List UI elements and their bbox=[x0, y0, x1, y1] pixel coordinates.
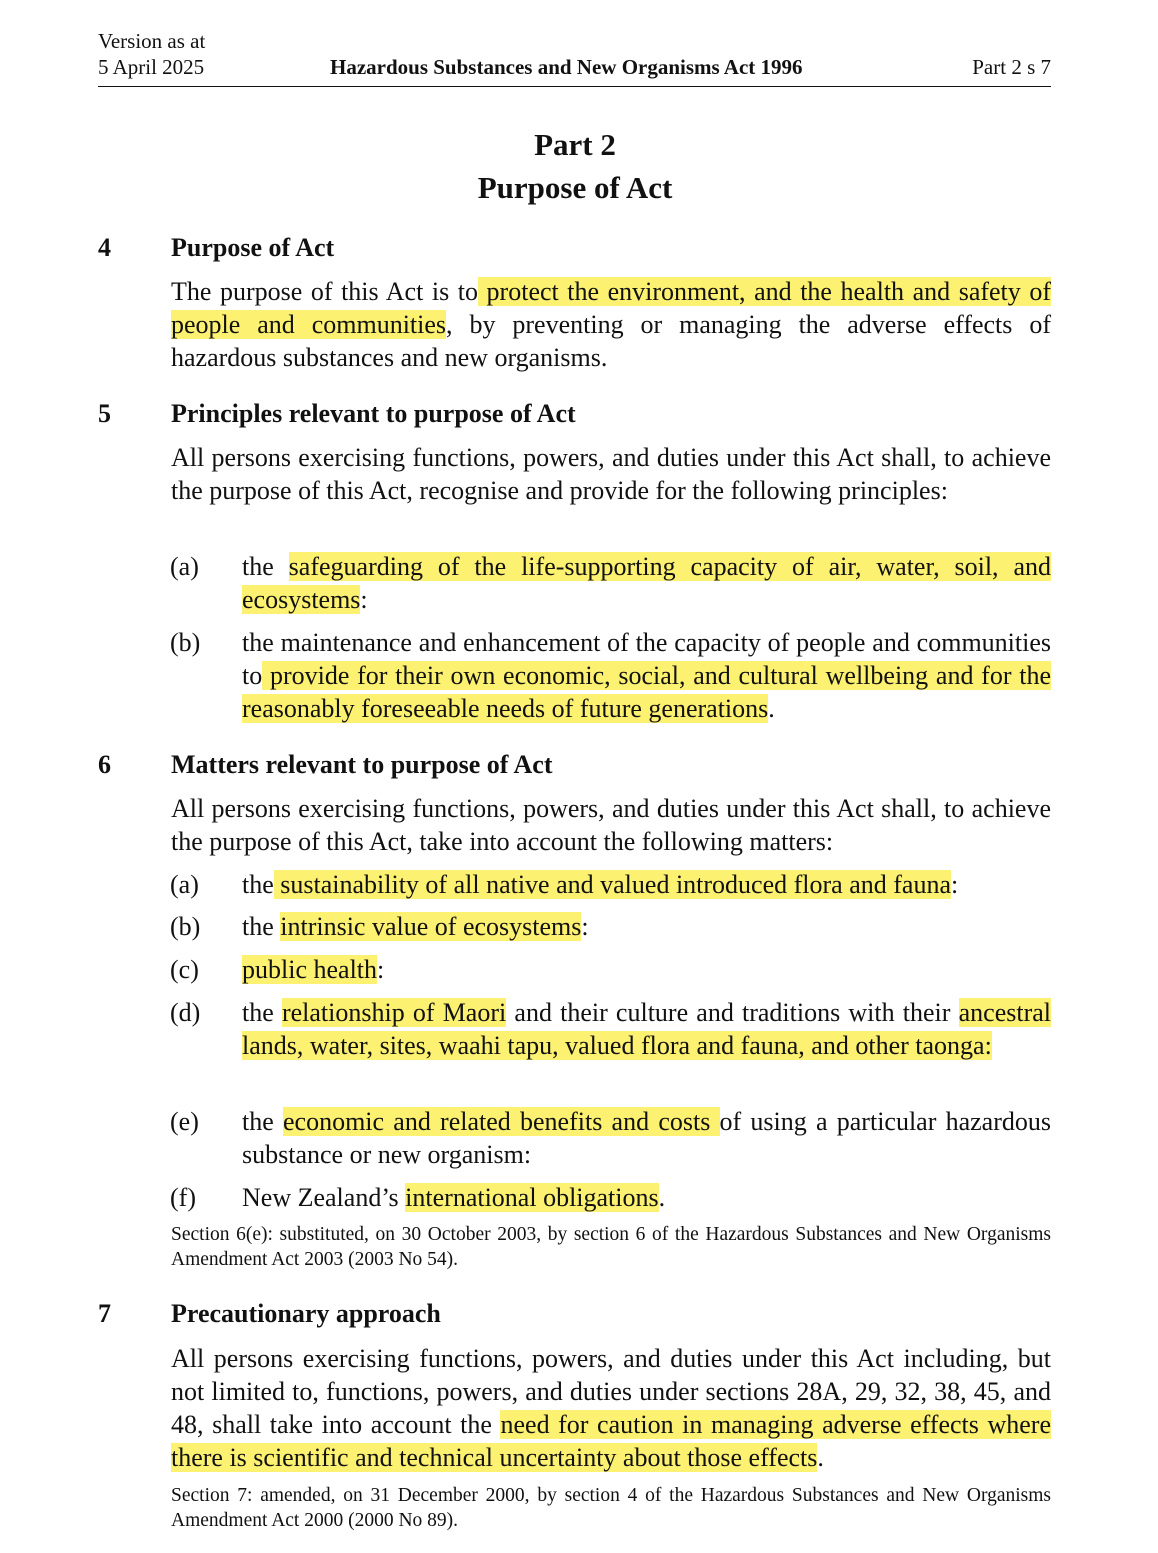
section-6-a-post: : bbox=[950, 870, 959, 899]
section-6-e-highlight: economic and related benefits and costs bbox=[283, 1107, 720, 1136]
section-6-e-text bbox=[242, 1105, 1051, 1171]
section-6-a-pre: the bbox=[242, 870, 274, 899]
section-6-b-highlight: intrinsic value of ecosystems bbox=[280, 912, 582, 941]
section-5-a-highlight: safeguarding of the life-supporting capacity of air, water, soil, and ecosystems bbox=[242, 552, 1051, 614]
section-7-text-post: . bbox=[817, 1443, 824, 1472]
section-6-d-pre: the bbox=[242, 998, 282, 1027]
section-7-text-pre: All persons exercising functions, powers, and duties under this Act including, but not limited to, functions, powers, and duties under sections 28A, 29, 32, 38, 45, and 48, shall take into account the bbox=[171, 1344, 1051, 1439]
section-6-a-highlight: sustainability of all native and valued introduced flora and fauna bbox=[273, 870, 951, 899]
section-6-b-text bbox=[242, 910, 1051, 943]
section-6-e-post: of using a particular hazardous substance or new organism: bbox=[242, 1107, 1051, 1169]
section-5-b-highlight: provide for their own economic, social, and cultural wellbeing and for the reasonably foreseeable needs of future generations bbox=[242, 661, 1051, 723]
section-6-a-label: (a) bbox=[170, 870, 199, 899]
section-6-c-post: : bbox=[377, 955, 385, 984]
section-5-a-label: (a) bbox=[170, 552, 199, 581]
part-title: Purpose of Act bbox=[477, 170, 673, 205]
section-4-heading: Purpose of Act bbox=[171, 233, 335, 262]
section-5-b-post: . bbox=[768, 694, 775, 723]
header-divider bbox=[98, 86, 1051, 87]
section-5-a-pre: the bbox=[242, 552, 289, 581]
header-version-label: Version as at bbox=[98, 29, 206, 53]
section-7-amendment-note: Section 7: amended, on 31 December 2000, by section 4 of the Hazardous Substances and New Organisms Amendment Act 2000 (2000 No 89). bbox=[171, 1485, 1051, 1531]
section-7-highlight: need for caution in managing adverse effects where there is scientific and technical uncertainty about those effects bbox=[171, 1410, 1051, 1472]
section-7-text bbox=[171, 1342, 1051, 1474]
section-5-intro: All persons exercising functions, powers, and duties under this Act shall, to achieve the purpose of this Act, recognise and provide for the following principles: bbox=[171, 443, 1051, 505]
section-5-b-label: (b) bbox=[170, 628, 201, 657]
section-5-heading: Principles relevant to purpose of Act bbox=[171, 399, 576, 428]
section-6-d-mid: and their culture and traditions with their bbox=[506, 998, 959, 1027]
section-6-amendment-note: Section 6(e): substituted, on 30 October 2003, by section 6 of the Hazardous Substances and New Organisms Amendment Act 2003 (2003 No 54). bbox=[171, 1224, 1051, 1270]
section-5-number: 5 bbox=[98, 399, 111, 428]
section-5-b-pre: the maintenance and enhancement of the capacity of people and communities to bbox=[242, 628, 1051, 690]
section-6-b-pre: the bbox=[242, 912, 281, 941]
section-6-f-pre: New Zealand’s bbox=[242, 1183, 406, 1212]
section-6-c-label: (c) bbox=[170, 955, 199, 984]
header-section-ref: Part 2 s 7 bbox=[972, 55, 1051, 79]
header-version bbox=[98, 28, 205, 80]
part-number: Part 2 bbox=[534, 127, 616, 162]
section-6-d-label: (d) bbox=[170, 998, 201, 1027]
section-6-d-highlight-1: relationship of Maori bbox=[281, 998, 507, 1027]
section-6-c-text bbox=[242, 953, 1051, 986]
section-6-heading: Matters relevant to purpose of Act bbox=[171, 750, 553, 779]
section-6-b-post: : bbox=[581, 912, 589, 941]
section-6-f-post: . bbox=[658, 1183, 666, 1212]
section-6-f-highlight: international obligations bbox=[405, 1183, 659, 1212]
section-6-a-text bbox=[242, 868, 1051, 901]
section-6-e-label: (e) bbox=[170, 1107, 199, 1136]
section-6-d-highlight-2: ancestral lands, water, sites, waahi tapu, valued flora and fauna, and other taonga: bbox=[242, 998, 1051, 1060]
section-6-intro: All persons exercising functions, powers, and duties under this Act shall, to achieve the purpose of this Act, take into account the following matters: bbox=[171, 794, 1051, 856]
header-version-date: 5 April 2025 bbox=[98, 55, 205, 79]
section-5-b-text bbox=[242, 626, 1051, 725]
section-6-f-text bbox=[242, 1181, 1051, 1214]
section-4-highlight: protect the environment, and the health and safety of people and communities bbox=[171, 277, 1052, 339]
section-6-f-label: (f) bbox=[170, 1183, 196, 1212]
header-act-title: Hazardous Substances and New Organisms Act 1996 bbox=[330, 55, 803, 79]
section-6-b-label: (b) bbox=[170, 912, 201, 941]
section-5-a-text bbox=[242, 550, 1051, 616]
section-5-a-post: : bbox=[360, 585, 368, 614]
section-4-text bbox=[171, 275, 1051, 374]
section-6-e-pre: the bbox=[242, 1107, 283, 1136]
section-7-number: 7 bbox=[98, 1299, 111, 1328]
section-6-number: 6 bbox=[98, 750, 111, 779]
section-6-d-text bbox=[242, 996, 1051, 1062]
section-7-heading: Precautionary approach bbox=[171, 1299, 441, 1328]
section-4-number: 4 bbox=[98, 233, 111, 262]
section-4-text-post: , by preventing or managing the adverse effects of hazardous substances and new organisms. bbox=[171, 310, 1051, 372]
section-6-c-highlight: public health bbox=[242, 955, 378, 984]
section-4-text-pre: The purpose of this Act is to bbox=[171, 277, 478, 306]
